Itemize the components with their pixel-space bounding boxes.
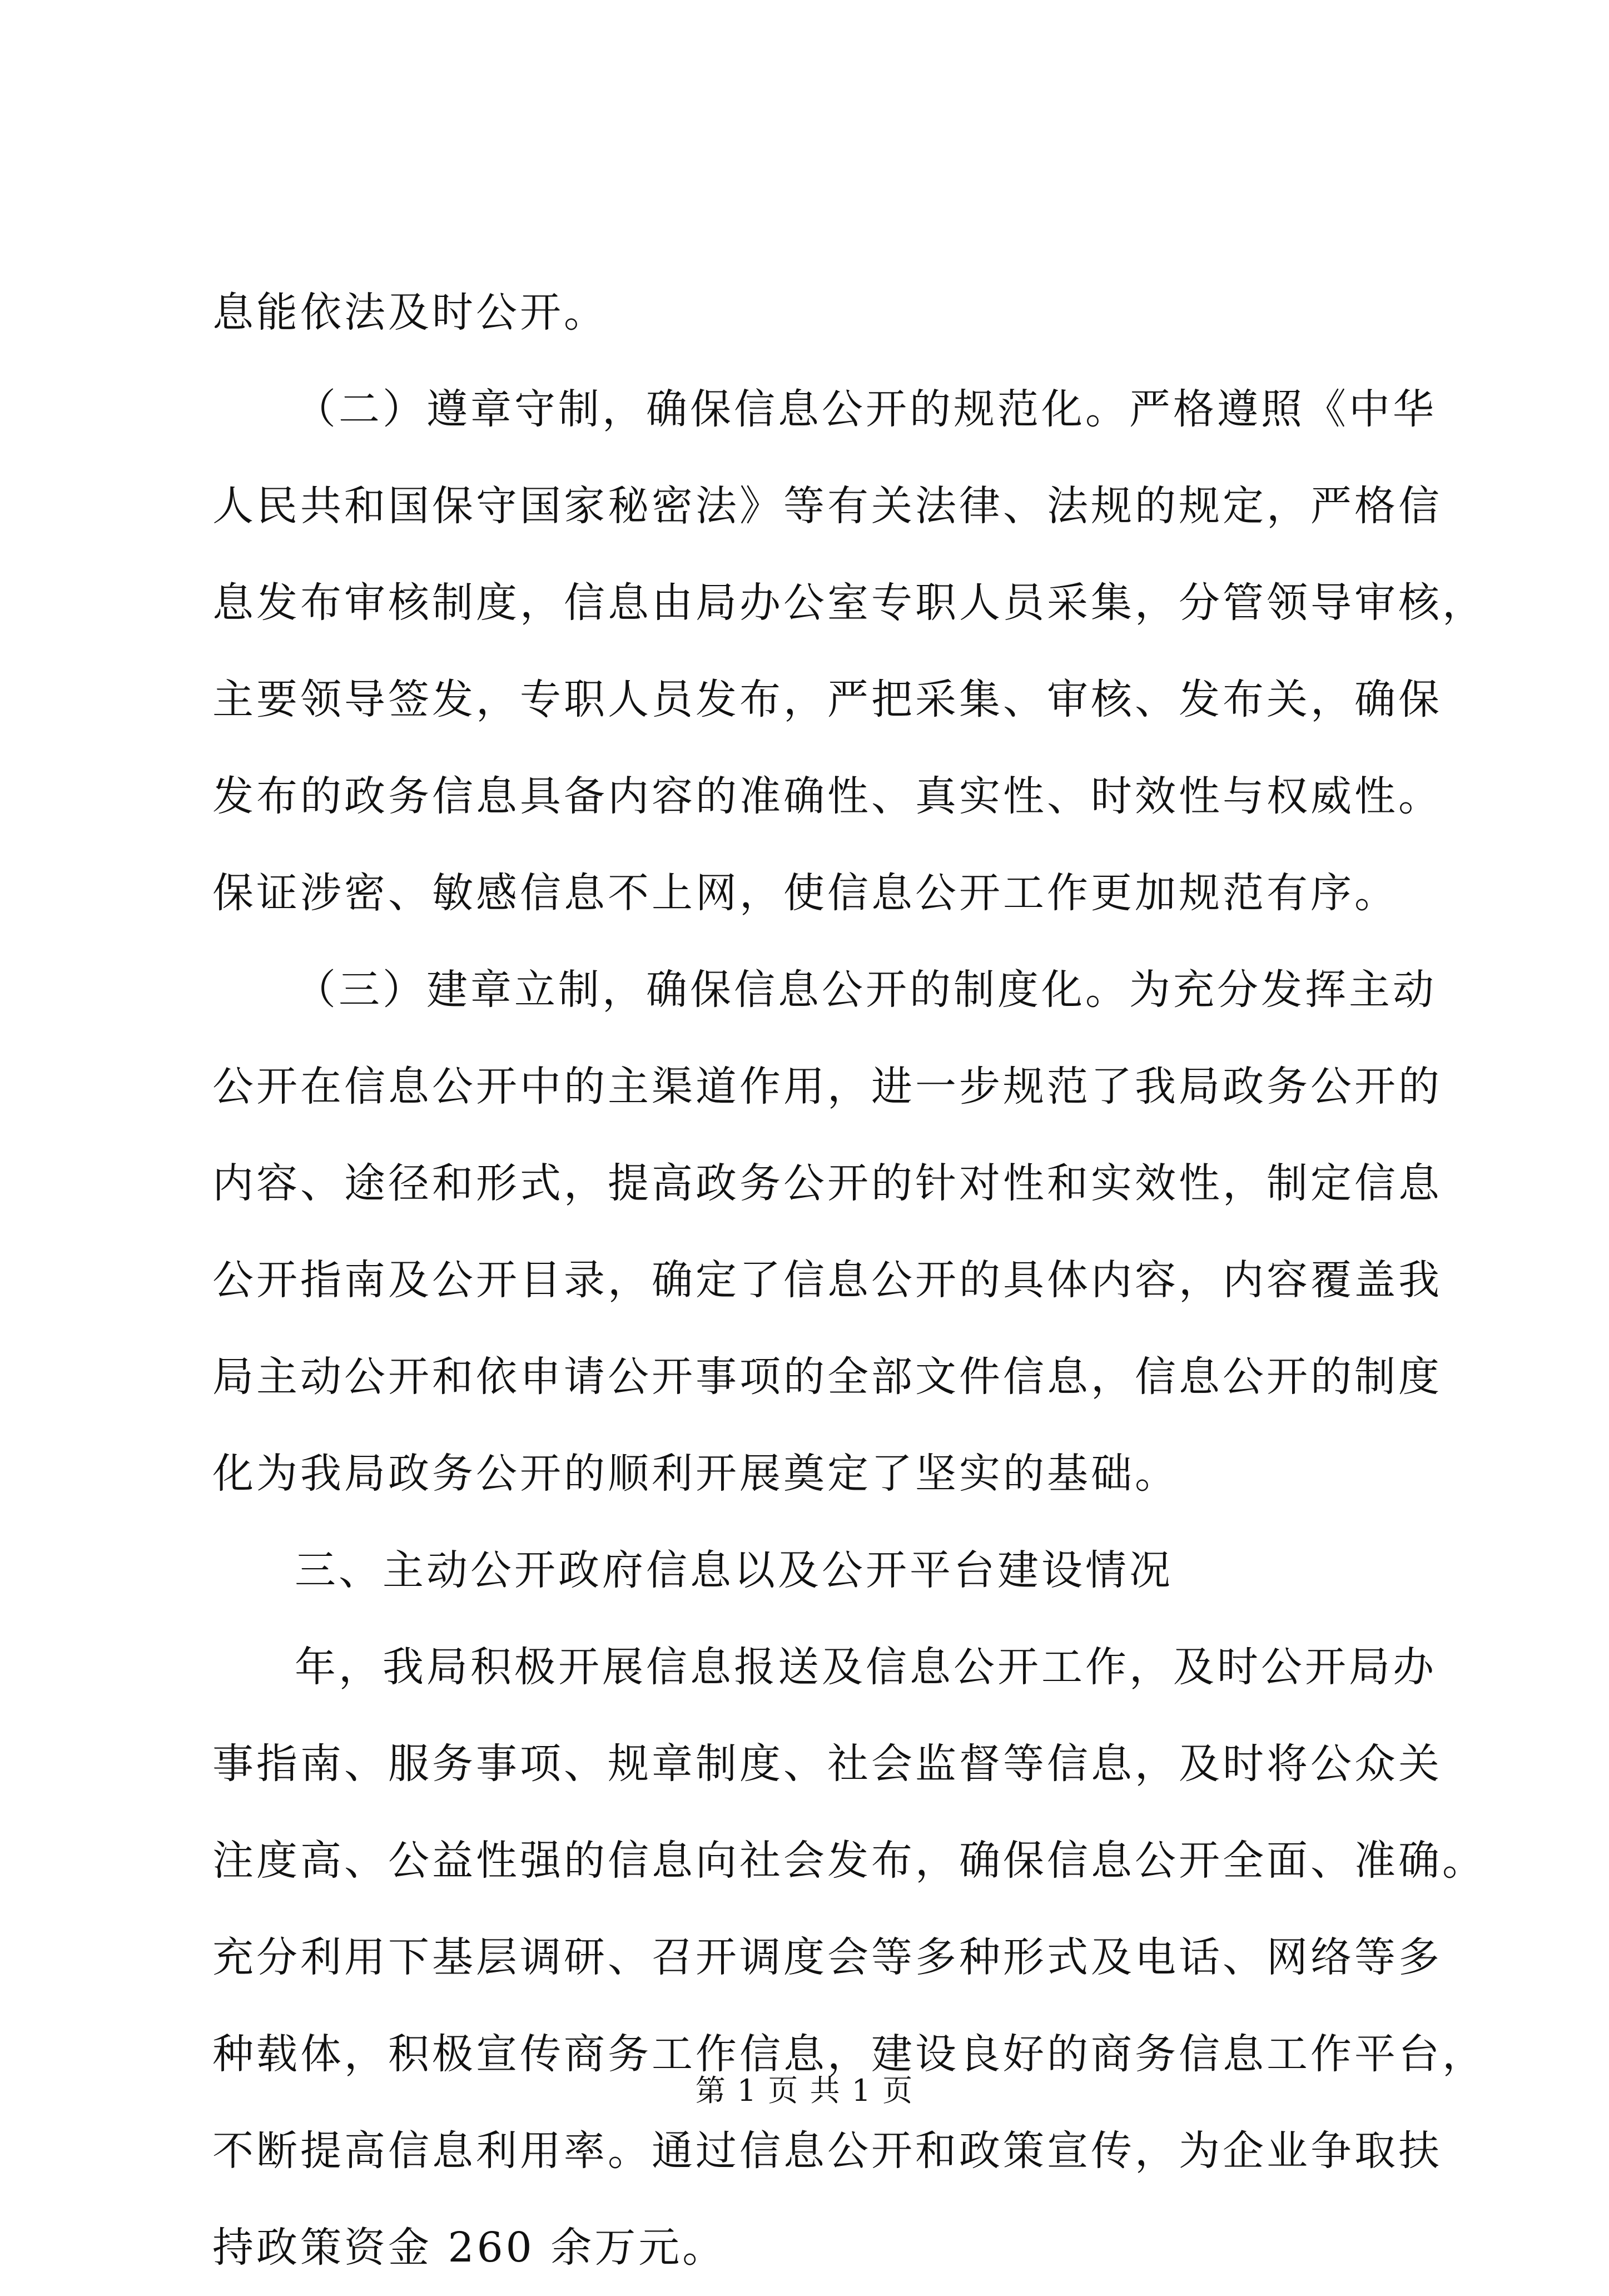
text-line: 息发布审核制度，信息由局办公室专职人员采集，分管领导审核， [212, 579, 1486, 627]
section-heading: 三、主动公开政府信息以及公开平台建设情况 [295, 1546, 1173, 1594]
text-line: 年，我局积极开展信息报送及信息公开工作，及时公开局办 [295, 1643, 1437, 1691]
text-line: 局主动公开和依申请公开事项的全部文件信息，信息公开的制度 [212, 1353, 1442, 1401]
text-line: 息能依法及时公开。 [212, 289, 608, 336]
text-line: 公开指南及公开目录，确定了信息公开的具体内容，内容覆盖我 [212, 1256, 1442, 1304]
text-line: 发布的政务信息具备内容的准确性、真实性、时效性与权威性。 [212, 772, 1442, 820]
document-body [212, 264, 1486, 2296]
text-line: 主要领导签发，专职人员发布，严把采集、审核、发布关，确保 [212, 676, 1442, 723]
text-line: 充分利用下基层调研、召开调度会等多种形式及电话、网络等多 [212, 1933, 1442, 1981]
text-line: 持政策资金 260 余万元。 [212, 2224, 727, 2272]
text-line: （二）遵章守制，确保信息公开的规范化。严格遵照《中华 [295, 385, 1437, 433]
text-line: 内容、途径和形式，提高政务公开的针对性和实效性，制定信息 [212, 1159, 1442, 1207]
text-line: 保证涉密、敏感信息不上网，使信息公开工作更加规范有序。 [212, 869, 1398, 917]
text-line: （三）建章立制，确保信息公开的制度化。为充分发挥主动 [295, 966, 1437, 1014]
text-line: 公开在信息公开中的主渠道作用，进一步规范了我局政务公开的 [212, 1063, 1442, 1110]
text-line: 不断提高信息利用率。通过信息公开和政策宣传，为企业争取扶 [212, 2127, 1442, 2175]
page-number-footer: 第 1 页 共 1 页 [695, 2073, 914, 2108]
text-line: 事指南、服务事项、规章制度、社会监督等信息，及时将公众关 [212, 1740, 1442, 1788]
text-line: 人民共和国保守国家秘密法》等有关法律、法规的规定，严格信 [212, 482, 1442, 530]
text-line: 种载体，积极宣传商务工作信息，建设良好的商务信息工作平台， [212, 2030, 1486, 2078]
text-line: 化为我局政务公开的顺利开展奠定了坚实的基础。 [212, 1450, 1179, 1497]
text-line: 注度高、公益性强的信息向社会发布，确保信息公开全面、准确。 [212, 1837, 1486, 1885]
